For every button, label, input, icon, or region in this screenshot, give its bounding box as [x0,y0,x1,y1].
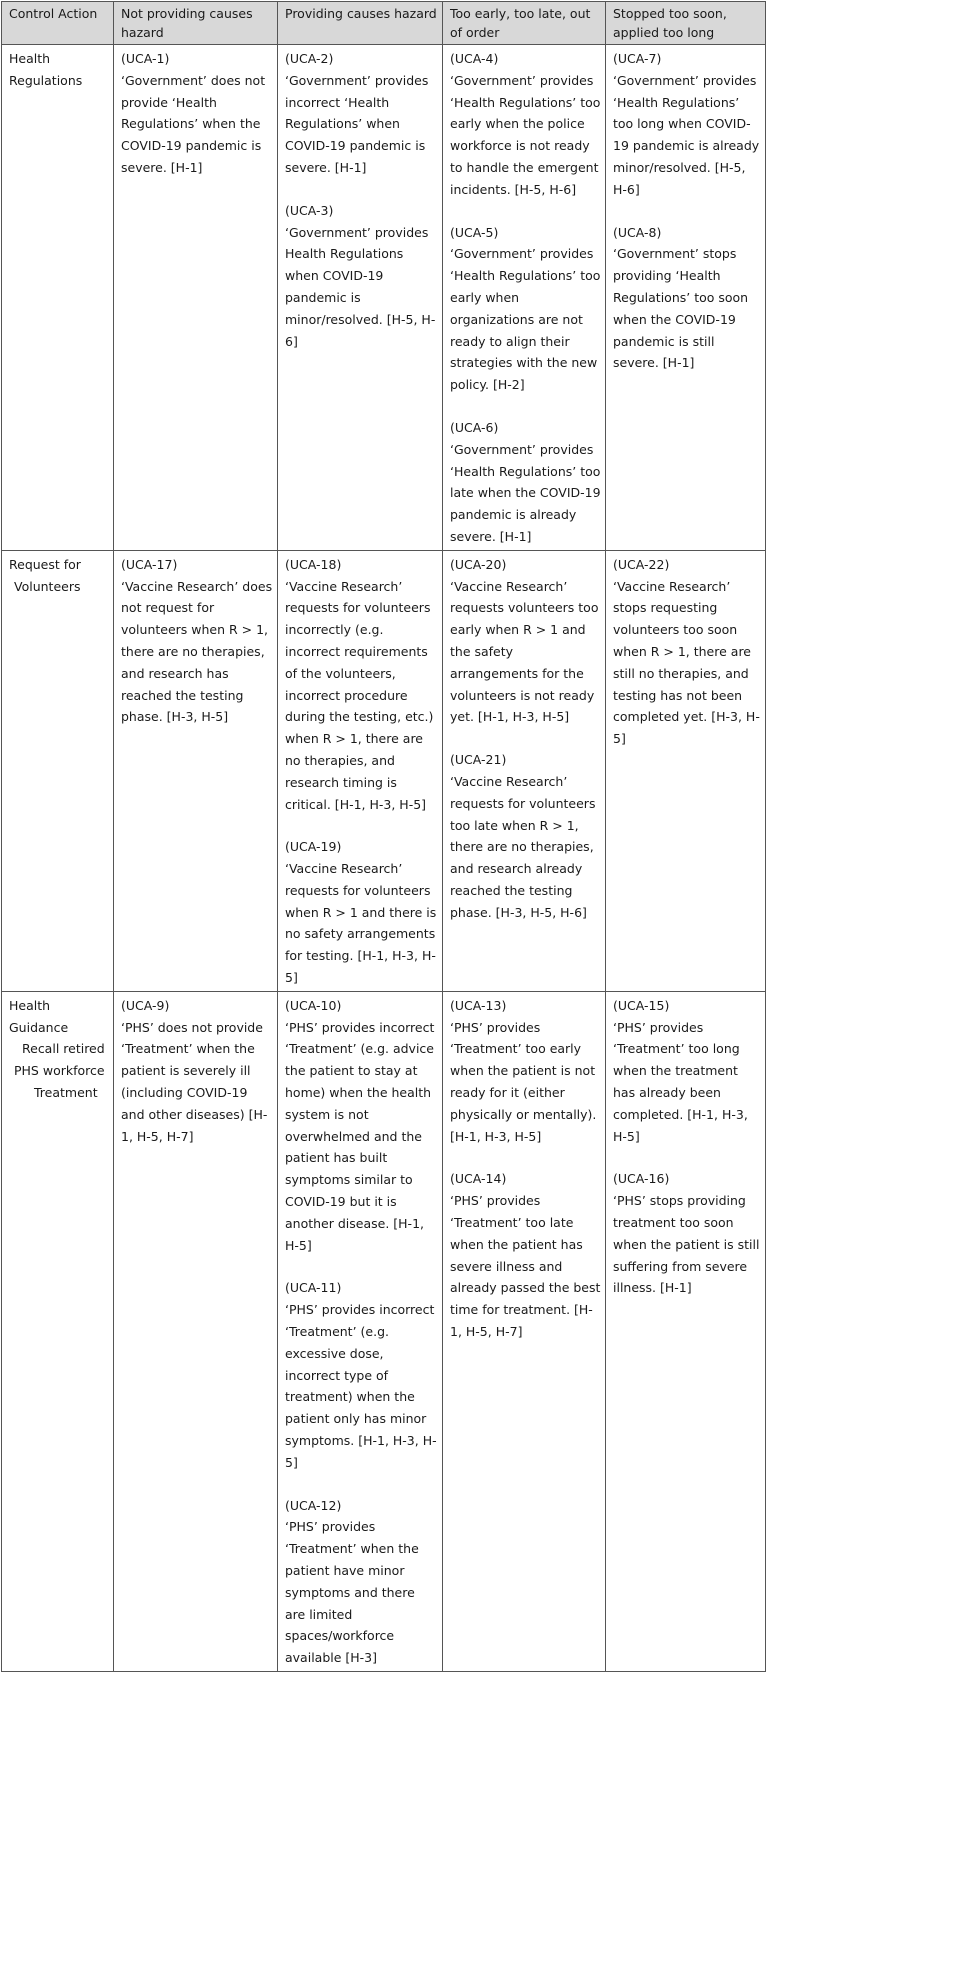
uca-entry [121,554,273,728]
uca-cell [606,45,766,551]
uca-text: ‘Government’ provides ‘Health Regulations’ too late when the COVID-19 pandemic is already severe. [H-1] [450,441,601,544]
uca-entry [613,1168,761,1299]
control-action-cell [2,550,114,991]
control-action-label: Health [9,997,51,1013]
uca-id: (UCA-14) [450,1171,507,1187]
header-not-providing: Not providing causes hazard [114,2,278,45]
control-action-label: PHS workforce [14,1063,105,1079]
control-action-label: Recall retired [22,1041,105,1057]
uca-entry [285,200,438,353]
uca-entry [121,48,273,179]
uca-cell [606,991,766,1671]
uca-text: ‘PHS’ provides ‘Treatment’ too late when the patient has severe illness and already passed the best time for treatment. [H-1, H-5, H-7] [450,1193,601,1340]
uca-id: (UCA-2) [285,51,334,66]
uca-id: (UCA-9) [121,997,170,1013]
uca-entry [285,836,438,989]
uca-text: ‘Government’ provides ‘Health Regulations’ too long when COVID-19 pandemic is already minor/resolved. [H-5, H-6] [613,72,760,197]
uca-entry [613,554,761,750]
uca-entry [450,417,601,548]
uca-id: (UCA-19) [285,839,342,855]
uca-cell [443,45,606,551]
uca-id: (UCA-17) [121,556,178,572]
uca-entry [450,995,601,1148]
uca-entry [613,222,761,375]
uca-text: ‘PHS’ stops providing treatment too soon when the patient is still suffering from severe illness. [H-1] [613,1193,760,1296]
uca-entry [613,48,761,201]
uca-text: ‘Government’ provides incorrect ‘Health Regulations’ when COVID-19 pandemic is severe. [H-1] [285,72,429,175]
uca-id: (UCA-3) [285,202,334,218]
uca-cell [278,550,443,991]
uca-id: (UCA-6) [450,419,499,435]
uca-cell [278,991,443,1671]
uca-id: (UCA-11) [285,1280,342,1296]
uca-id: (UCA-5) [450,224,499,240]
uca-table [1,1,766,1672]
uca-text: ‘Vaccine Research’ requests for volunteers incorrectly (e.g. incorrect requirements of the volunteers, incorrect procedure during the testing, etc.) when R > 1, there are no therapies, and research timing is critical. [H-1, H-3, H-5] [285,578,434,812]
uca-text: ‘Government’ provides ‘Health Regulations’ too early when organizations are not ready to align their strategies with the new policy. [H-2] [450,246,601,393]
uca-id: (UCA-10) [285,997,342,1013]
control-action-cell [2,45,114,551]
uca-entry [450,222,601,396]
uca-text: ‘Government’ does not provide ‘Health Regulations’ when the COVID-19 pandemic is severe. [H-1] [121,72,266,175]
uca-entry [285,48,438,179]
uca-text: ‘PHS’ provides incorrect ‘Treatment’ (e.g. excessive dose, incorrect type of treatment) when the patient only has minor symptoms. [H-1, H-3, H-5] [285,1302,437,1470]
uca-entry [450,48,601,201]
table-row [2,991,766,1671]
uca-entry [613,995,761,1148]
uca-entry [285,1495,438,1669]
uca-text: ‘PHS’ does not provide ‘Treatment’ when the patient is severely ill (including COVID-19 and other diseases) [H-1, H-5, H-7] [121,1019,268,1144]
uca-cell [114,45,278,551]
uca-text: ‘Government’ provides ‘Health Regulations’ too early when the police workforce is not ready to handle the emergent incidents. [H-5, H-6] [450,72,601,197]
header-control-action: Control Action [2,2,114,45]
uca-id: (UCA-15) [613,997,670,1013]
uca-text: ‘Government’ provides Health Regulations when COVID-19 pandemic is minor/resolved. [H-5, H-6] [285,224,436,349]
uca-cell [606,550,766,991]
control-action-label: Guidance [9,1019,69,1035]
uca-entry [285,995,438,1257]
uca-id: (UCA-21) [450,752,507,768]
uca-text: ‘PHS’ provides ‘Treatment’ when the patient have minor symptoms and there are limited spaces/workforce available [H-3] [285,1519,419,1666]
uca-entry [121,995,273,1148]
uca-id: (UCA-4) [450,51,499,66]
table-row [2,550,766,991]
uca-cell [114,550,278,991]
uca-id: (UCA-1) [121,51,170,66]
uca-text: ‘PHS’ provides ‘Treatment’ too early when the patient is not ready for it (either physically or mentally). [H-1, H-3, H-5] [450,1019,597,1144]
control-action-cell [2,991,114,1671]
uca-id: (UCA-16) [613,1171,670,1187]
control-action-label: Treatment [34,1085,98,1101]
header-timing: Too early, too late, out of order [443,2,606,45]
uca-text: ‘Vaccine Research’ requests for volunteers too late when R > 1, there are no therapies, and research already reached the testing phase. [H-3, H-5, H-6] [450,773,596,920]
uca-text: ‘Vaccine Research’ stops requesting volunteers too soon when R > 1, there are still no therapies, and testing has not been completed yet. [H-3, H-5] [613,578,760,747]
uca-text: ‘PHS’ provides incorrect ‘Treatment’ (e.g. advice the patient to stay at home) when the health system is not overwhelmed and the patient has built symptoms similar to COVID-19 but it is another disease. [H-1, H-5] [285,1019,435,1253]
control-action-label: Regulations [9,72,83,88]
uca-id: (UCA-18) [285,556,342,572]
uca-entry [285,1277,438,1473]
control-action-label: Volunteers [14,578,81,594]
uca-entry [450,554,601,728]
header-row [2,2,766,45]
uca-text: ‘Vaccine Research’ requests for volunteers when R > 1 and there is no safety arrangements for testing. [H-1, H-3, H-5] [285,861,437,986]
uca-cell [114,991,278,1671]
uca-entry [285,554,438,816]
uca-id: (UCA-7) [613,51,662,66]
header-providing: Providing causes hazard [278,2,443,45]
uca-entry [450,749,601,923]
uca-entry [450,1168,601,1342]
uca-id: (UCA-22) [613,556,670,572]
uca-id: (UCA-13) [450,997,507,1013]
uca-id: (UCA-8) [613,224,662,240]
uca-text: ‘Vaccine Research’ requests volunteers too early when R > 1 and the safety arrangements for the volunteers is not ready yet. [H-1, H-3, H-5] [450,578,599,725]
uca-id: (UCA-20) [450,556,507,572]
uca-cell [278,45,443,551]
header-duration: Stopped too soon, applied too long [606,2,766,45]
uca-text: ‘PHS’ provides ‘Treatment’ too long when the treatment has already been completed. [H-1, H-3, H-5] [613,1019,748,1144]
uca-cell [443,550,606,991]
control-action-label: Health [9,51,51,66]
uca-id: (UCA-12) [285,1497,342,1513]
uca-cell [443,991,606,1671]
uca-text: ‘Government’ stops providing ‘Health Regulations’ too soon when the COVID-19 pandemic is still severe. [H-1] [613,246,749,371]
table-row [2,45,766,551]
uca-text: ‘Vaccine Research’ does not request for volunteers when R > 1, there are no therapies, and research has reached the testing phase. [H-3, H-5] [121,578,273,725]
control-action-label: Request for [9,556,81,572]
